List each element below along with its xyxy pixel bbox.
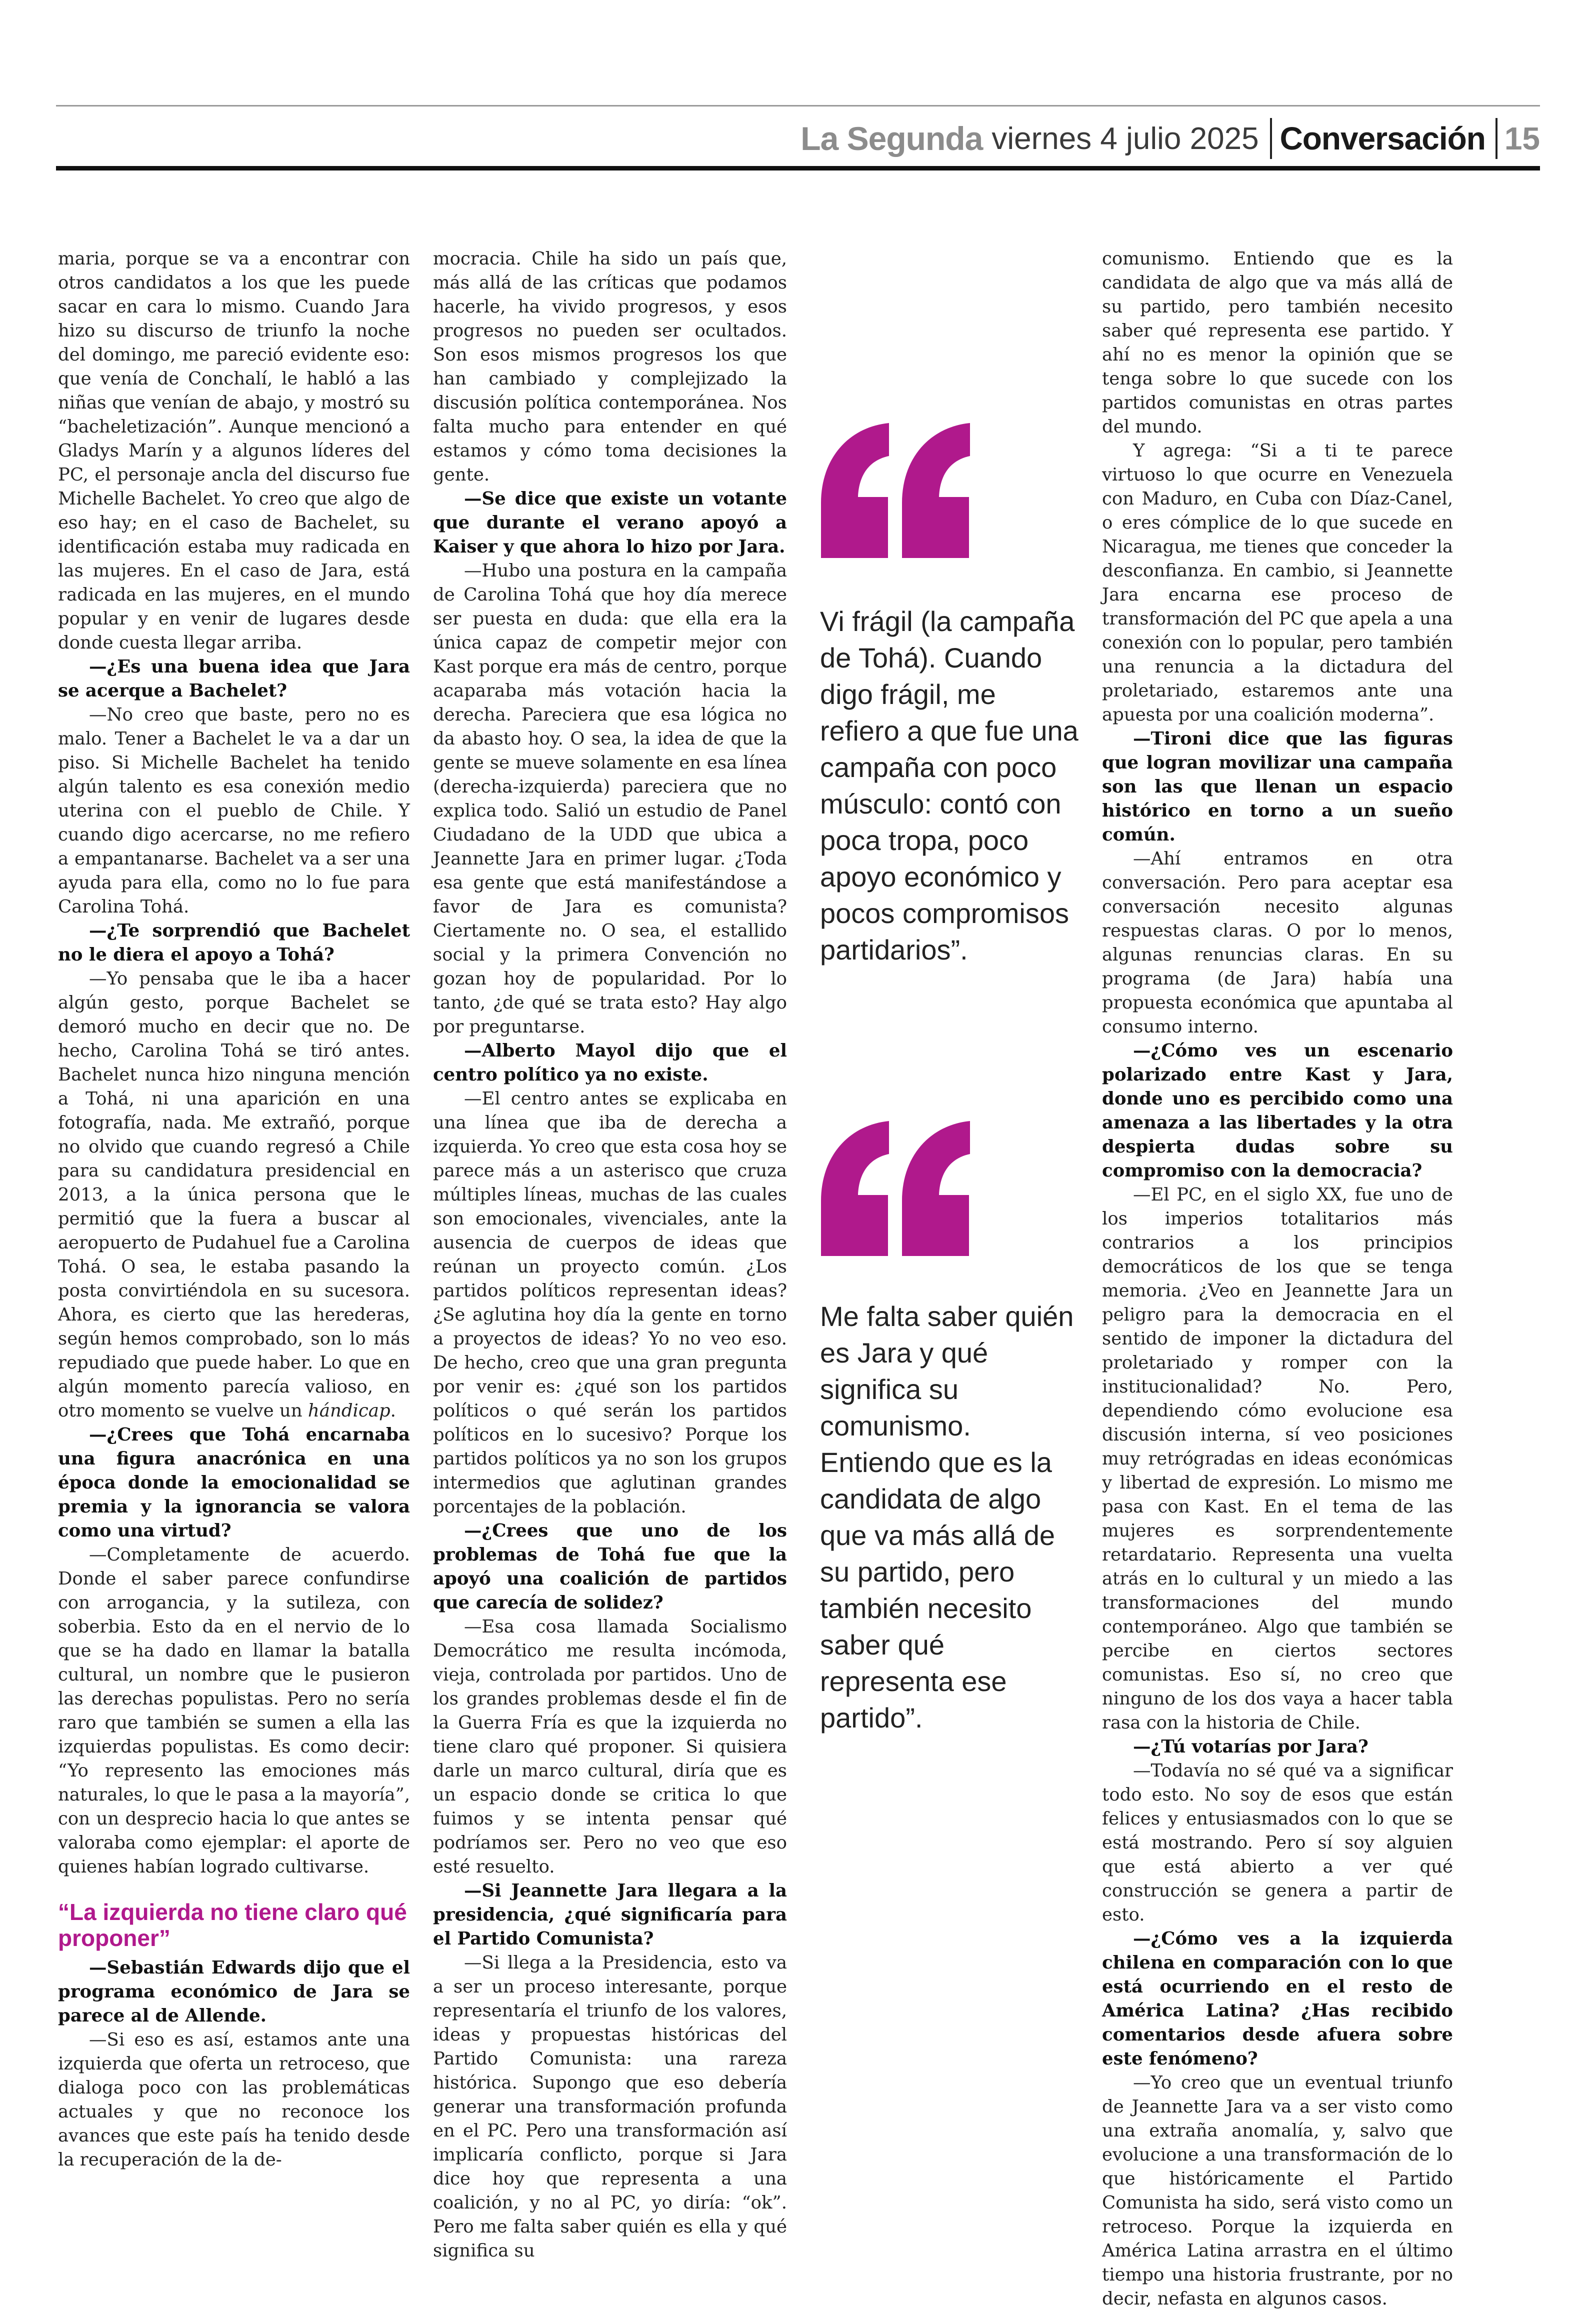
header-rule bbox=[56, 166, 1540, 170]
paragraph: —Todavía no sé qué va a significar todo esto. No soy de esos que están felices y entusiasmados con lo que se está mostrando. Pero sí soy alguien que está abierto a ver qué construcción se genera a partir de esto. bbox=[1102, 1760, 1453, 1925]
page-header bbox=[800, 111, 1540, 166]
paragraph: —Si llega a la Presidencia, esto va a ser un proceso interesante, porque representaría el triunfo de los valores, ideas y propuestas históricas del Partido Comunista: una rareza histórica. Supongo que eso debería generar una transformación profunda en el PC. Pero una transformación así implicaría conflicto, porque si Jara dice hoy que representa a una coalición, y no al PC, yo diría: “ok”. Pero me falta saber quién es ella y qué significa su bbox=[433, 1952, 787, 2261]
paragraph: —Completamente de acuerdo. Donde el saber parece confundirse con arrogancia, y la sutileza, con soberbia. Esto da en el nervio de lo que se ha dado en llamar la batalla cultural, un nombre que le pusieron las derechas populistas. Pero no sería raro que también se sumen a ella las izquierdas populistas. Es como decir: “Yo represento las emociones más naturales, lo que le pasa a la mayoría”, con un desprecio hacia lo que antes se valoraba como ejemplar: el aporte de quienes habían logrado cultivarse. bbox=[58, 1544, 410, 1877]
paragraph: —El centro antes se explicaba en una línea que iba de derecha a izquierda. Yo creo que esta cosa hoy se parece más a un asterisco que cruza múltiples líneas, muchas de las cuales son emocionales, vivenciales, ante la ausencia de cuerpos de ideas que reúnan un proyecto común. ¿Los partidos políticos representan ideas? ¿Se aglutina hoy día la gente en torno a proyectos de ideas? Yo no veo eso. De hecho, creo que una gran pregunta por venir es: ¿qué son los partidos políticos o qué serán los partidos políticos en lo sucesivo? Porque los partidos políticos ya no son los grupos intermedios que aglutinan grandes porcentajes de la población. bbox=[433, 1088, 787, 1517]
interview-question: —¿Cómo ves a la izquierda chilena en comparación con lo que está ocurriendo en el resto de América Latina? ¿Has recibido comentarios desde afuera sobre este fenómeno? bbox=[1102, 1928, 1453, 2069]
paragraph: comunismo. Entiendo que es la candidata de algo que va más allá de su partido, pero también necesito saber qué representa ese partido. Y ahí no es menor la opinión que se tenga sobre lo que sucede con los partidos comunistas en otras partes del mundo. bbox=[1102, 248, 1453, 437]
article-subheading: “La izquierda no tiene claro qué proponer” bbox=[58, 1899, 407, 1951]
interview-question: —Se dice que existe un votante que durante el verano apoyó a Kaiser y que ahora lo hizo por Jara. bbox=[433, 488, 787, 557]
pull-quote-2: Me falta saber quién es Jara y qué significa su comunismo. Entiendo que es la candidata de algo que va más allá de su partido, pero también necesito saber qué representa ese partido”. bbox=[820, 1300, 1074, 1734]
paragraph-text: —Yo pensaba que le iba a hacer algún gesto, porque Bachelet se demoró mucho en decir que no. De hecho, Carolina Tohá se tiró antes. Bachelet nunca hizo ninguna mención a Tohá, ni una aparición en una fotografía, nada. Me extrañó, porque no olvido que cuando regresó a Chile para su candidatura presidencial en 2013, a la única persona que le permitió que la fuera a buscar al aeropuerto de Pudahuel fue a Carolina Tohá. O sea, le estaba pasando la posta convirtiéndola en su sucesora. Ahora, es cierto que las herederas, según hemos comprobado, son lo más repudiado que puede haber. Lo que en algún momento parecía valioso, en otro momento se vuelve un bbox=[58, 968, 410, 1421]
header-separator bbox=[1270, 118, 1272, 159]
article-column-1 bbox=[58, 247, 410, 2172]
interview-question: —¿Te sorprendió que Bachelet no le diera el apoyo a Tohá? bbox=[58, 920, 410, 965]
paragraph-text: . bbox=[390, 1400, 396, 1421]
paragraph: —Hubo una postura en la campaña de Carolina Tohá que hoy día merece ser puesta en duda: que ella era la única capaz de competir mejor con Kast porque era más de centro, porque acaparaba más votación hacia la derecha. Pareciera que esa lógica no da abasto hoy. O sea, la idea de que la gente se mueve solamente en esa línea (derecha-izquierda) pareciera que no explica todo. Salió un estudio de Panel Ciudadano de la UDD que ubica a Jeannette Jara en primer lugar. ¿Toda esa gente que está manifestándose a favor de Jara es comunista? Ciertamente no. O sea, el estallido social y la primera Convención no gozan hoy de popularidad. Por lo tanto, ¿de qué se trata esto? Hay algo por preguntarse. bbox=[433, 560, 787, 1037]
interview-question: —Si Jeannette Jara llegara a la presidencia, ¿qué significaría para el Partido Comunista? bbox=[433, 1880, 787, 1949]
paragraph: mocracia. Chile ha sido un país que, más allá de las críticas que podamos hacerle, ha vivido progresos, y esos progresos no pueden ser ocultados. Son esos mismos progresos los que han cambiado y complejizado la discusión política contemporánea. Nos falta mucho para entender en qué estamos y cómo toma decisiones la gente. bbox=[433, 248, 787, 485]
interview-question: —Alberto Mayol dijo que el centro político ya no existe. bbox=[433, 1040, 787, 1085]
page-number: 15 bbox=[1504, 120, 1540, 156]
interview-question: —¿Crees que uno de los problemas de Tohá fue que la apoyó una coalición de partidos que carecía de solidez? bbox=[433, 1520, 787, 1613]
paragraph: —Ahí entramos en otra conversación. Pero para aceptar esa conversación necesito algunas respuestas claras. O por lo menos, algunas renuncias claras. En su programa (de Jara) había una propuesta económica que apuntaba al consumo interno. bbox=[1102, 848, 1453, 1037]
top-divider bbox=[56, 105, 1540, 106]
paragraph: Y agrega: “Si a ti te parece virtuoso lo que ocurre en Venezuela con Maduro, en Cuba con Díaz-Canel, o eres cómplice de lo que sucede en Nicaragua, me tienes que conceder la desconfianza. En cambio, si Jeannette Jara encarna ese proceso de transformación del PC que apela a una conexión con lo popular, pero también una renuncia a la dictadura del proletariado, estaremos ante una apuesta por una coalición moderna”. bbox=[1102, 440, 1453, 725]
interview-question: —Sebastián Edwards dijo que el programa económico de Jara se parece al de Allende. bbox=[58, 1958, 410, 2026]
interview-question: —¿Crees que Tohá encarnaba una figura anacrónica en una época donde la emocionalidad se premia y la ignorancia se valora como una virtud? bbox=[58, 1424, 410, 1541]
interview-question: —¿Cómo ves un escenario polarizado entre Kast y Jara, donde uno es percibido como una amenaza a las libertades y la otra despierta dudas sobre su compromiso con la democracia? bbox=[1102, 1040, 1453, 1181]
interview-question: —¿Tú votarías por Jara? bbox=[1133, 1736, 1368, 1757]
issue-date: viernes 4 julio 2025 bbox=[992, 121, 1259, 156]
interview-question: —Tironi dice que las figuras que logran movilizar una campaña son las que llenan un espacio histórico en torno a un sueño común. bbox=[1102, 728, 1453, 845]
opening-quotation-mark-icon bbox=[814, 1116, 979, 1261]
article-column-3 bbox=[1102, 247, 1453, 2311]
paragraph: —No creo que baste, pero no es malo. Tener a Bachelet le va a dar un piso. Si Michelle Bachelet ha tenido algún talento es esa conexión medio uterina con el pueblo de Chile. Y cuando digo acercarse, no me refiero a empantanarse. Bachelet va a ser una ayuda para ella, como no lo fue para Carolina Tohá. bbox=[58, 704, 410, 917]
paragraph: —Si eso es así, estamos ante una izquierda que oferta un retroceso, que dialoga poco con las problemáticas actuales y que no reconoce los avances que este país ha tenido desde la recuperación de la de- bbox=[58, 2030, 410, 2170]
newspaper-brand: La Segunda bbox=[800, 120, 983, 157]
interview-question: —¿Es una buena idea que Jara se acerque a Bachelet? bbox=[58, 656, 410, 701]
paragraph: —Esa cosa llamada Socialismo Democrático me resulta incómoda, vieja, controlada por partidos. Uno de los grandes problemas desde el fin de la Guerra Fría es que la izquierda no tiene claro qué proponer. Si quisiera darle un marco cultural, diría que es un espacio donde se critica lo que fuimos y se intenta pensar qué podríamos ser. Pero no veo que eso esté resuelto. bbox=[433, 1616, 787, 1877]
article-column-2 bbox=[433, 247, 787, 2263]
paragraph: maria, porque se va a encontrar con otros candidatos a los que les puede sacar en cara lo mismo. Cuando Jara hizo su discurso de triunfo la noche del domingo, me pareció evidente eso: que venía de Conchalí, le habló a las niñas que venían de abajo, y mostró su “bacheletización”. Aunque mencionó a Gladys Marín y a algunos líderes del PC, el personaje ancla del discurso fue Michelle Bachelet. Yo creo que algo de eso hay; en el caso de Bachelet, su identificación estaba muy radicada en las mujeres. En el caso de Jara, está radicada en las mujeres, en el mundo popular y en venir de lugares desde donde cuesta llegar arriba. bbox=[58, 248, 410, 653]
paragraph bbox=[58, 967, 410, 1423]
pull-quote-1: Vi frágil (la campaña de Tohá). Cuando digo frágil, me refiero a que fue una campaña con poco músculo: contó con poca tropa, poco apoyo económico y pocos compromisos partidarios”. bbox=[820, 606, 1078, 966]
header-separator bbox=[1496, 118, 1498, 159]
paragraph: —Yo creo que un eventual triunfo de Jeannette Jara va a ser visto como una extraña anomalía, y, salvo que evolucione a una transformación de lo que históricamente el Partido Comunista ha sido, será visto como un retroceso. Porque la izquierda en América Latina arrastra en el último tiempo una historia frustrante, por no decir, nefasta en algunos casos. bbox=[1102, 2072, 1453, 2309]
italic-term: hándicap bbox=[308, 1400, 390, 1421]
opening-quotation-mark-icon bbox=[814, 418, 979, 563]
section-title: Conversación bbox=[1280, 120, 1486, 156]
paragraph: —El PC, en el siglo XX, fue uno de los imperios totalitarios más contrarios a los principios democráticos de los que se tenga memoria. ¿Veo en Jeannette Jara un peligro para la democracia en el sentido de imponer la dictadura del proletariado y romper con la institucionalidad? No. Pero, dependiendo cómo evolucione esa discusión interna, sí veo posiciones muy retrógradas en ideas económicas y libertad de expresión. Lo mismo me pasa con Kast. En el tema de las mujeres es sorprendentemente retardatario. Representa una vuelta atrás en lo cultural y un miedo a las transformaciones del mundo contemporáneo. Algo que también se percibe en ciertos sectores comunistas. Eso sí, no creo que ninguno de los dos vaya a hacer tabla rasa con la historia de Chile. bbox=[1102, 1184, 1453, 1733]
